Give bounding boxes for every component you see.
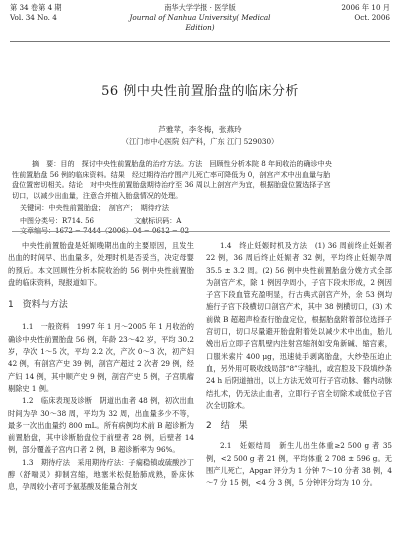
paragraph-2-1: 2.1 妊娠结局 新生儿出生体重≥2 500 g 者 35 例，<2 500 g 者 21 例，平均体重 2 708 ± 596 g。无围产儿死亡，Apgar 评分为 1 分钟 7～10 分者 38 例，4～7 分 15 例，<4 分 3 例，5 分钟评分均为 10 分。 (206, 441, 392, 488)
section-heading: 2 结 果 (206, 421, 248, 432)
issue-date-cn: 2006 年 10 月 (341, 3, 390, 12)
abstract (12, 159, 390, 201)
paragraph-1-4: 1.4 终止妊娠时机及方法 (1) 36 周前终止妊娠者 22 例，36 周后终止妊娠者 32 例，平均终止妊娠孕周 35.5 ± 3.2 周。(2) 56 例中央性前置胎盘分娩方式全部为剖宫产术，除 1 例因孕周小，子宫下段未形成，2 例因子宫下段血管充盈明显，行古典式剖宫产外，余 53 例均施行子宫下段横切口剖宫产术，其中 38 例横切口，(3) 术前做 B 超超声检查行胎盘定位，根据胎盘附着部位选择子宫切口，切口尽量避开胎盘附着处以减少术中出血，胎儿娩出后立即子宫肌壁内注射宫缩剂如安角新碱、缩宫素，口服米索片 400 μg，迅速徒手剥离胎盘，大纱垫压迫止血，另外用可吸收线局部“8”字缝扎，或宫腔及下段填纱条 24 h 后阴道抽出，以上方法无效可行子宫动脉、髂内动脉结扎术，仍无法止血者，立即行子宫全切除术或低位子宫次全切除术。 (206, 241, 392, 410)
journal-name-en: Journal of Nanhua University( Medical Edition) (129, 13, 271, 32)
left-column (8, 240, 194, 494)
article-id: 文章编号：1672 − 7444（2006）04 − 0612 − 02 (20, 227, 190, 235)
paragraph-1-2: 1.2 临床表现及诊断 阴道出血者 48 例，初次出血时间为孕 30～38 周，平均为 32 周，出血量多少不等，最多一次出血量约 800 mL。所有病例均术前 B 超诊断为前置胎盘，其中诊断胎盘位于前壁者 28 例，后壁者 14 例，部分覆盖子宫内口者 2 例，B 超诊断率为 96%。 (8, 396, 194, 455)
intro-paragraph: 中央性前置胎盘是妊娠晚期出血的主要原因，且发生出血的时间早、出血量多，处理时机是否妥当，决定母婴的预后。本文回顾性分析本院收治的 56 例中央性前置胎盘的临床资料，现报道如下。 (8, 241, 194, 287)
document-code: 文献标识码：A (134, 217, 182, 225)
affiliation: （江门市中心医院 妇产科，广东 江门 529030） (121, 137, 279, 146)
header-right (280, 3, 390, 23)
abstract-line: 性前置胎盘 56 例的临床资料。结果 经过期待治疗围产儿死亡率可降低为 0，剖宫产术中出血量与胎 (12, 169, 331, 179)
paragraph-1-1: 1.1 一般资料 1997 年 1 月～2005 年 1 月收治的确诊中央性前置胎盘 56 例，年龄 23～42 岁，平均 30.2 岁，孕次 1～5 次，平均 2.2 次，产次 0～3 次，初产妇 42 例，有剖宫产史 39 例，剖宫产超过 2 次者 29 例，经产妇 14 例，其中顺产史 9 例，剖宫产史 5 例，子宫肌瘤剔除史 1 例。 (8, 322, 194, 393)
journal-name-cn: 南华大学学报 · 医学版 (164, 3, 236, 12)
keywords: 关键词：中央性前置胎盘； 剖宫产； 期待疗法 (20, 203, 169, 212)
issue-date-en: Oct. 2006 (354, 13, 390, 22)
header-left (10, 3, 120, 23)
header-center (115, 3, 285, 33)
abstract-line: 盘位置密切相关。结论 对中央性前置胎盘期待治疗至 36 周以上剖宫产为宜，根据胎盘位置选择子宫 (12, 180, 331, 189)
volume-issue-en: Vol. 34 No. 4 (10, 13, 57, 22)
classification-row (20, 216, 388, 236)
divider (12, 231, 390, 232)
volume-issue-cn: 第 34 卷第 4 期 (10, 3, 62, 12)
abstract-line: 切口，以减少出血量，注意合并植入胎盘情况的处理。 (12, 190, 183, 200)
paper-title: 56 例中央性前置胎盘的临床分析 (101, 84, 299, 99)
clc-number: 中图分类号：R714. 56 (20, 217, 94, 225)
right-column (206, 240, 392, 490)
author-list: 芦雅苹，李冬梅，张燕玲 (158, 125, 242, 134)
section-heading: 1 资料与方法 (8, 300, 68, 311)
paragraph-1-3: 1.3 期待疗法 采用期待疗法：子痫稳镇或硫酸沙丁醇（舒喘灵）抑制宫缩，地塞米松促胎肺成熟，卧床休息，孕周较小者可予氨基酸及能量合剂支 (8, 457, 194, 492)
abstract-line: 摘 要：目的 探讨中央性前置胎盘的治疗方法。方法 回顾性分析本院 8 年间收治的确诊中央 (32, 159, 332, 168)
journal-header (10, 3, 390, 42)
